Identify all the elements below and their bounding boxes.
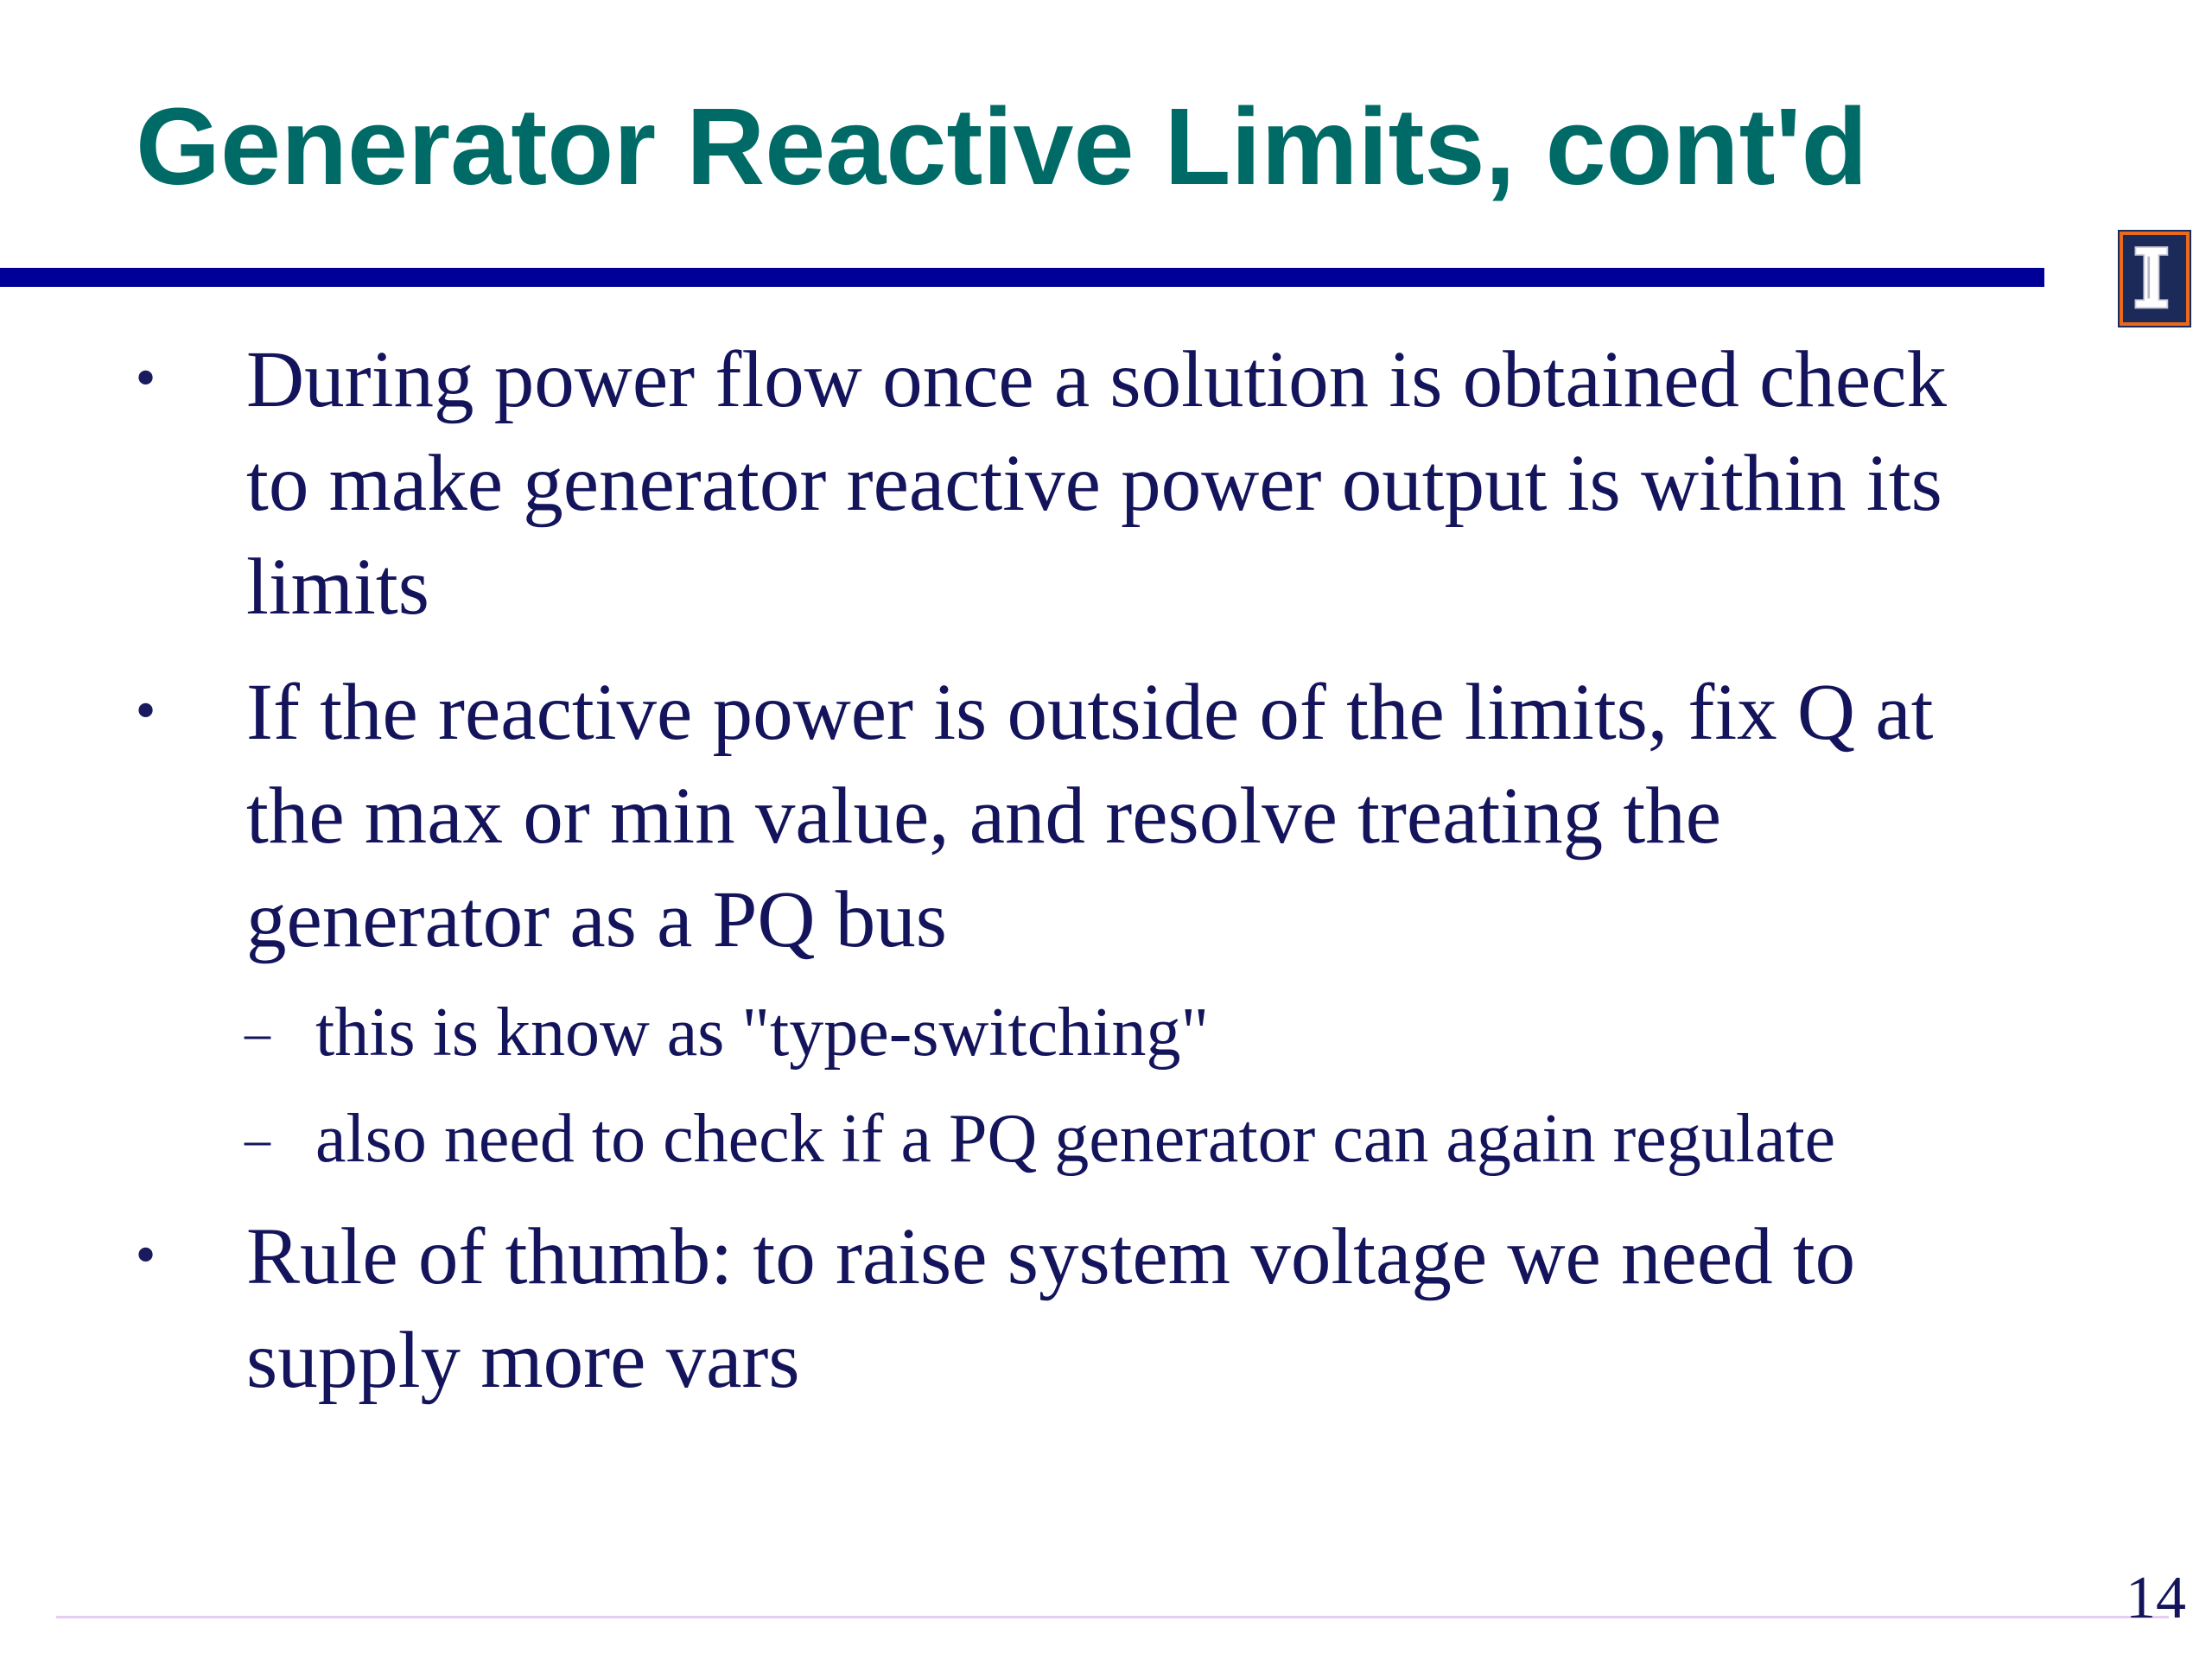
bullet-text: If the reactive power is outside of the limits, fix Q at the max or min value, and resolve treating the generator as a PQ bus [246,668,1934,964]
bullet-marker: • [131,1229,161,1285]
bullet-marker: • [131,352,161,408]
footer-divider [56,1616,2169,1618]
bullet-text: During power flow once a solution is obtained check to make generator reactive power output is within its limits [246,335,1947,632]
page-number: 14 [2126,1565,2186,1631]
bullet-marker: • [131,684,161,741]
sub-bullet-marker: – [245,1004,270,1061]
sub-bullet-marker: – [245,1110,270,1167]
sub-bullet-text: also need to check if a PQ generator can again regulate [315,1101,1836,1177]
sub-bullet-text: this is know as "type-switching" [315,995,1210,1071]
bullet-text: Rule of thumb: to raise system voltage we need to supply more vars [246,1212,1856,1405]
slide-title: Generator Reactive Limits, cont'd [136,86,1868,207]
